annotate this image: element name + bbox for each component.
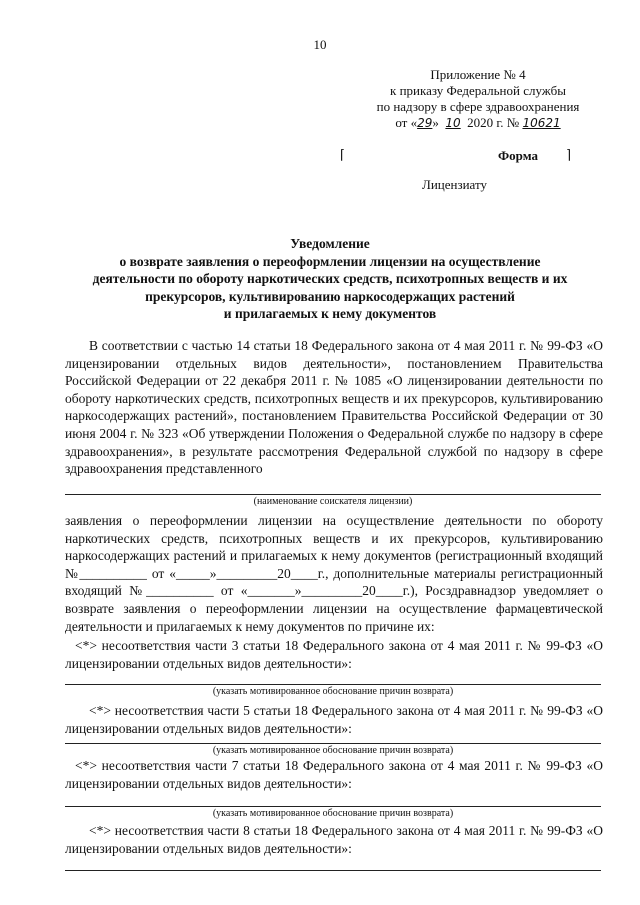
intro-paragraph: В соответствии с частью 14 статьи 18 Федерального закона от 4 мая 2011 г. № 99-ФЗ «О лицензировании отдельных видов деятельности», постановлением Правительства Российской Федерации от 22 декабря 2011 г. № 1085 «О лицензировании деятельности по обороту наркотических средств, психотропных веществ и их прекурсоров, культивированию наркосодержащих растений», постановлением Правительства Российской Федерации от 30 июня 2004 г. № 323 «Об утверждении Положения о Федеральной службе по надзору в сфере здравоохранения», в результате рассмотрения Федеральной службой по надзору в сфере здравоохранения представленного — [65, 338, 603, 477]
title-line-5: и прилагаемых к нему документов — [223, 306, 437, 321]
title-line-1: Уведомление — [290, 236, 370, 251]
appendix-line-1: Приложение № 4 — [430, 67, 526, 82]
form-bracket-left: ⌈ — [340, 148, 346, 163]
reason-paragraph-3: <*> несоответствия части 7 статьи 18 Федерального закона от 4 мая 2011 г. № 99-ФЗ «О лицензировании отдельных видов деятельности»: — [65, 758, 603, 791]
applicant-name-line — [65, 494, 601, 495]
handwritten-month: 10 — [445, 116, 461, 130]
notice-title — [60, 235, 600, 323]
title-line-3: деятельности по обороту наркотических средств, психотропных веществ и их — [92, 271, 568, 286]
appendix-block — [358, 67, 598, 131]
form-label: Форма — [498, 148, 538, 163]
appendix-date-line — [358, 115, 598, 131]
reason-paragraph-1: <*> несоответствия части 3 статьи 18 Федерального закона от 4 мая 2011 г. № 99-ФЗ «О лицензировании отдельных видов деятельности»: — [65, 638, 603, 671]
date-mid-2: 2020 г. № — [467, 115, 520, 130]
appendix-line-2: к приказу Федеральной службы — [390, 83, 566, 98]
date-prefix: от « — [395, 115, 418, 130]
date-mid-1: » — [432, 115, 439, 130]
reason-caption-3: (указать мотивированное обоснование причин возврата) — [212, 808, 454, 819]
reason-caption-1: (указать мотивированное обоснование причин возврата) — [212, 686, 454, 697]
title-line-4: прекурсоров, культивированию наркосодержащих растений — [145, 288, 515, 304]
handwritten-order-number: 10621 — [522, 116, 561, 130]
reason-line-2 — [65, 743, 601, 744]
title-line-2: о возврате заявления о переоформлении лицензии на осуществление — [119, 253, 541, 269]
reason-paragraph-2: <*> несоответствия части 5 статьи 18 Федерального закона от 4 мая 2011 г. № 99-ФЗ «О лицензировании отдельных видов деятельности»: — [65, 703, 603, 736]
applicant-caption: (наименование соискателя лицензии) — [253, 496, 413, 507]
form-bracket-right: ⌉ — [566, 148, 572, 163]
reason-line-3 — [65, 806, 601, 807]
reason-caption-2: (указать мотивированное обоснование причин возврата) — [212, 745, 454, 756]
appendix-line-3: по надзору в сфере здравоохранения — [376, 99, 580, 114]
page-number: 10 — [313, 37, 327, 52]
addressee-licensee: Лицензиату — [422, 177, 487, 192]
reason-paragraph-4: <*> несоответствия части 8 статьи 18 Федерального закона от 4 мая 2011 г. № 99-ФЗ «О лицензировании отдельных видов деятельности»: — [65, 823, 603, 856]
reason-line-1 — [65, 684, 601, 685]
handwritten-day: 29 — [417, 116, 433, 130]
main-paragraph: заявления о переоформлении лицензии на осуществление деятельности по обороту наркотических средств, психотропных веществ и их прекурсоров, культивированию наркосодержащих растений и прилагаемых к нему документов (регистрационный входящий №__________ от «_____»_________20____г., дополнительные материалы регистрационный входящий №__________ от «_______»_________20____г.), Росздравнадзор уведомляет о возврате заявления о переоформлении лицензии на осуществление фармацевтической деятельности и прилагаемых к нему документов по причине их: — [65, 513, 603, 634]
reason-line-4 — [65, 870, 601, 871]
